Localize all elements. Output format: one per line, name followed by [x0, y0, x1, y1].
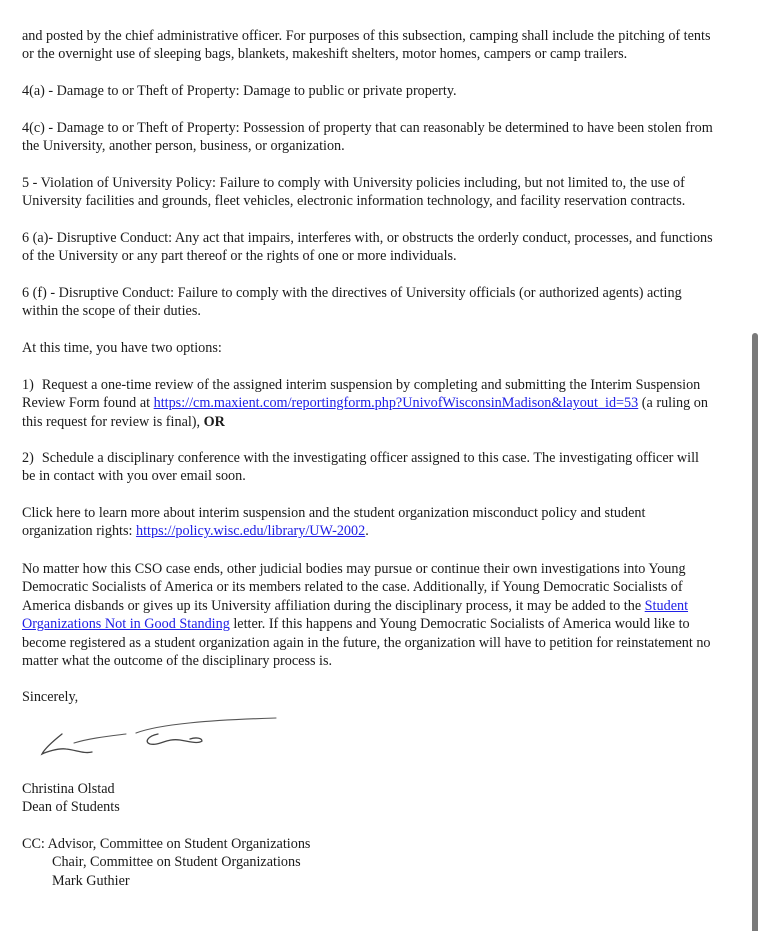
text-line: matter what the outcome of the disciplinary process is.	[22, 653, 333, 670]
text-line	[22, 413, 742, 431]
cc-recipient: Advisor, Committee on Student Organizations	[47, 836, 311, 852]
text-line: become registered as a student organization again in the future, the organization will have to petition for reinstatement no	[22, 634, 711, 651]
text-line: and posted by the chief administrative officer. For purposes of this subsection, camping shall include the pitching of tents	[22, 28, 711, 44]
text-line	[22, 597, 742, 615]
paragraph-4a	[22, 82, 742, 100]
text-fragment: .	[365, 523, 369, 540]
text-line: or the overnight use of sleeping bags, blankets, makeshift shelters, motor homes, campers or camp trailers.	[22, 46, 628, 63]
text-line: 4(a) - Damage to or Theft of Property: Damage to public or private property.	[22, 83, 457, 99]
text-line: Click here to learn more about interim suspension and the student organization misconduct policy and student	[22, 505, 646, 521]
cc-label: CC:	[22, 836, 48, 852]
review-form-link[interactable]: https://cm.maxient.com/reportingform.php?UnivofWisconsinMadison&layout_id=53	[153, 395, 639, 412]
signer-block	[22, 780, 742, 817]
paragraph-learn-more	[22, 504, 742, 541]
paragraph-6a	[22, 229, 742, 266]
text-line: No matter how this CSO case ends, other judicial bodies may pursue or continue their own investigations into Young	[22, 561, 686, 577]
option-number: 2)	[22, 450, 34, 466]
option-2	[22, 449, 742, 486]
paragraph-no-matter	[22, 560, 742, 670]
option-number: 1)	[22, 377, 34, 393]
text-line	[22, 615, 742, 633]
signer-title: Dean of Students	[22, 799, 120, 816]
text-line: be in contact with you over email soon.	[22, 468, 246, 485]
scrollbar-thumb[interactable]	[752, 333, 758, 931]
text-line: University facilities and grounds, fleet vehicles, electronic information technology, and facility reservation contracts.	[22, 193, 686, 210]
text-line	[22, 376, 742, 394]
text-line: Democratic Socialists of America or its members related to the case. Additionally, if Young Democratic Socialists of	[22, 579, 683, 596]
text-fragment: Review Form found at	[22, 395, 154, 412]
closing	[22, 688, 742, 706]
text-line	[22, 394, 742, 412]
text-fragment: organization rights:	[22, 523, 137, 540]
signature-image	[40, 712, 280, 760]
text-line: of the University or any part thereof or the rights of one or more individuals.	[22, 248, 457, 265]
paragraph-4c	[22, 119, 742, 156]
text-fragment: America disbands or gives up its University affiliation during the disciplinary process, it may be added to the	[22, 597, 645, 614]
text-line: 6 (a)- Disruptive Conduct: Any act that impairs, interferes with, or obstructs the orderly conduct, processes, and functions	[22, 230, 713, 246]
option-1	[22, 376, 742, 431]
text-fragment: (a ruling on	[638, 395, 708, 412]
paragraph-6f	[22, 284, 742, 321]
text-line	[22, 522, 742, 540]
text-fragment: letter. If this happens and Young Democratic Socialists of America would like to	[229, 616, 690, 633]
option-text: Schedule a disciplinary conference with the investigating officer assigned to this case. The investigating officer will	[41, 450, 699, 466]
text-line: the University, another person, business, or organization.	[22, 138, 345, 155]
not-in-good-standing-link[interactable]: Student	[644, 597, 689, 614]
paragraph-camping	[22, 27, 742, 64]
text-line: 6 (f) - Disruptive Conduct: Failure to comply with the directives of University officials (or authorized agents) acting	[22, 285, 682, 301]
text-line: At this time, you have two options:	[22, 340, 222, 356]
text-line	[22, 449, 742, 467]
text-line: within the scope of their duties.	[22, 303, 201, 320]
text-line: 4(c) - Damage to or Theft of Property: Possession of property that can reasonably be determined to have been stolen from	[22, 120, 713, 136]
cc-block	[22, 835, 742, 890]
signer-name: Christina Olstad	[22, 781, 115, 797]
cc-recipient: Mark Guthier	[52, 872, 130, 889]
paragraph-options-intro	[22, 339, 742, 357]
text-fragment: this request for review is final),	[22, 413, 204, 430]
paragraph-5	[22, 174, 742, 211]
text-line: 5 - Violation of University Policy: Failure to comply with University policies including, but not limited to, the use of	[22, 175, 685, 191]
option-text: Request a one-time review of the assigned interim suspension by completing and submitting the Interim Suspension	[41, 377, 701, 393]
policy-link[interactable]: https://policy.wisc.edu/library/UW-2002	[136, 523, 366, 540]
closing-text: Sincerely,	[22, 689, 79, 705]
cc-line	[22, 835, 742, 853]
cc-recipient: Chair, Committee on Student Organizations	[52, 854, 301, 871]
or-emphasis: OR	[203, 413, 225, 430]
not-in-good-standing-link-cont[interactable]: Organizations Not in Good Standing	[22, 616, 230, 633]
